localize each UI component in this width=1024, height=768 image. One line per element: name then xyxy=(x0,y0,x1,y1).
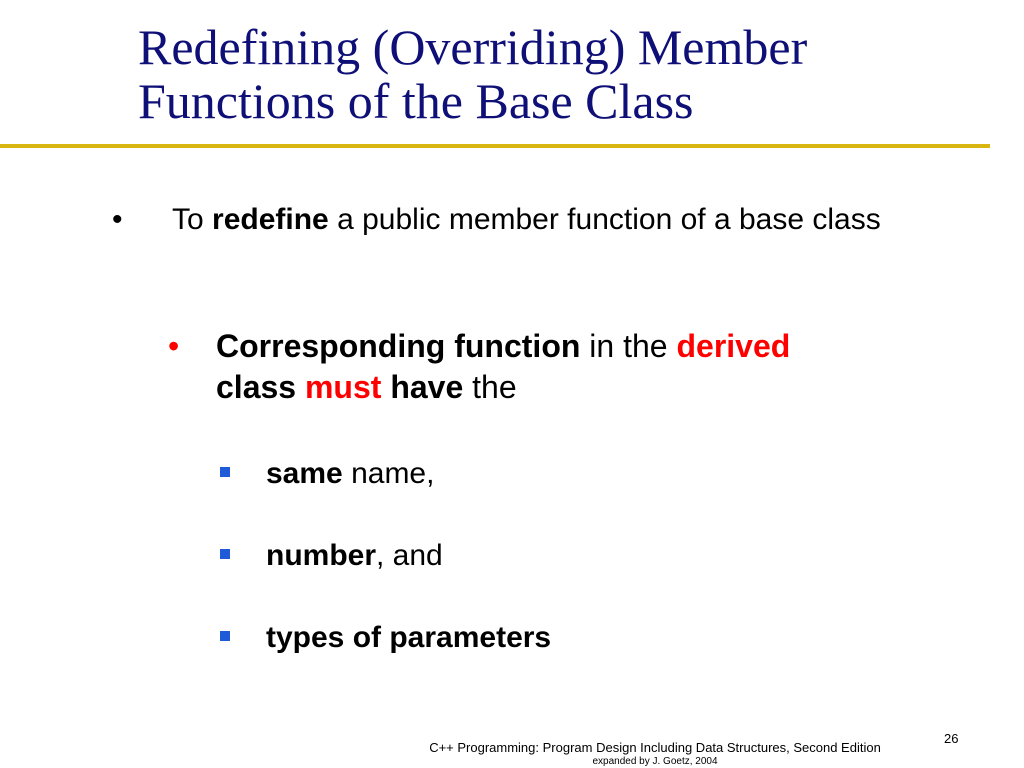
title-underline-rule xyxy=(0,144,990,148)
text-in-the: in the xyxy=(580,328,677,364)
bullet-level3-number xyxy=(218,538,918,578)
slide-title xyxy=(138,20,998,128)
text-have: have xyxy=(390,369,464,405)
bullet-level1-text xyxy=(172,202,932,238)
bullet-level3-text xyxy=(266,456,434,492)
text-name: name, xyxy=(342,457,435,490)
bullet-level3-text xyxy=(266,620,551,656)
square-bullet-icon xyxy=(220,467,230,477)
footer-text: C++ Programming: Program Design Including Data Structures, Second Edition xyxy=(429,740,881,755)
red-round-bullet-icon: • xyxy=(168,328,180,364)
square-bullet-icon xyxy=(220,549,230,559)
text-and: , and xyxy=(376,539,443,572)
text-class: class xyxy=(216,369,297,405)
text-public-member-function: a public member function of a base class xyxy=(328,203,881,236)
text-derived: derived xyxy=(676,328,791,364)
square-bullet-icon xyxy=(220,631,230,641)
bullet-level2-text xyxy=(216,326,956,408)
bullet-level3-types xyxy=(218,620,918,660)
bullet-level3-text xyxy=(266,538,443,574)
text-corresponding-function: Corresponding function xyxy=(216,328,581,364)
title-line-2: Functions of the Base Class xyxy=(138,73,694,129)
text-types-of-parameters: types of parameters xyxy=(266,621,552,654)
footer-subtext: expanded by J. Goetz, 2004 xyxy=(592,756,718,767)
text-to: To xyxy=(172,203,213,236)
title-line-1: Redefining (Overriding) Member xyxy=(138,19,808,75)
text-the: the xyxy=(463,369,517,405)
page-number: 26 xyxy=(944,731,959,746)
text-must: must xyxy=(304,369,382,405)
bullet-level3-same-name xyxy=(218,456,918,496)
round-bullet-icon: • xyxy=(112,203,123,236)
text-number: number xyxy=(266,539,377,572)
text-redefine: redefine xyxy=(212,203,329,236)
text-same: same xyxy=(266,457,343,490)
